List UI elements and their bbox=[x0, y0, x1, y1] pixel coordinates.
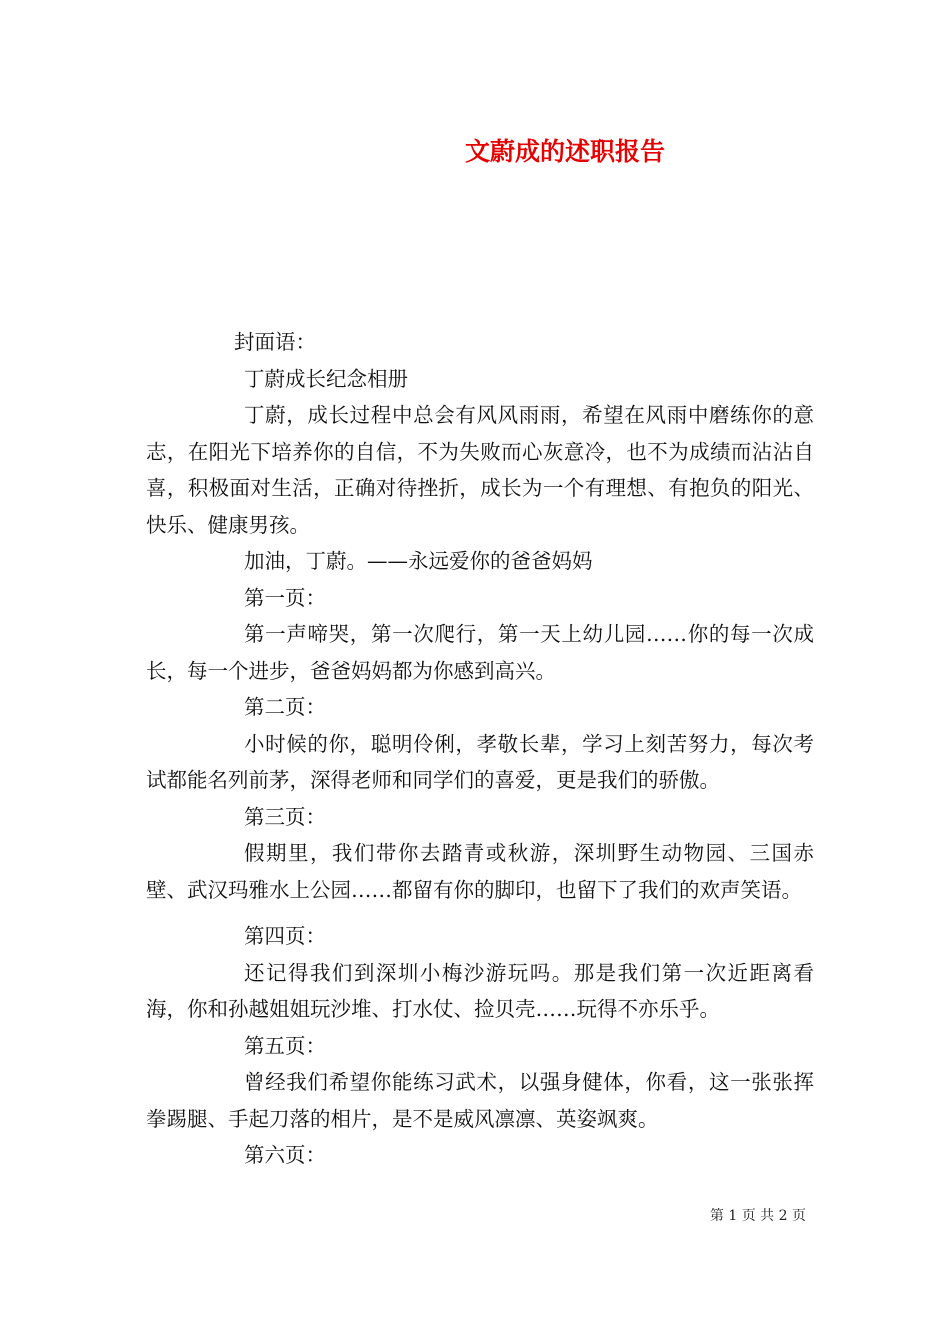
paragraph: 第一声啼哭，第一次爬行，第一天上幼儿园……你的每一次成长，每一个进步，爸爸妈妈都为你感到高兴。 bbox=[146, 622, 814, 683]
document-title: 文蔚成的述职报告 bbox=[464, 137, 665, 166]
paragraph: 假期里，我们带你去踏青或秋游，深圳野生动物园、三国赤壁、武汉玛雅水上公园……都留有你的脚印，也留下了我们的欢声笑语。 bbox=[146, 841, 814, 902]
section-heading: 第三页： bbox=[244, 804, 326, 829]
paragraph: 小时候的你，聪明伶俐，孝敬长辈，学习上刻苦努力，每次考试都能名列前茅，深得老师和同学们的喜爱，更是我们的骄傲。 bbox=[146, 731, 814, 792]
page-footer: 第 1 页 共 2 页 bbox=[709, 1208, 806, 1224]
album-title: 丁蔚成长纪念相册 bbox=[244, 366, 408, 391]
section-heading: 第四页： bbox=[244, 924, 326, 948]
section-heading: 第六页： bbox=[244, 1143, 326, 1167]
cover-label: 封面语： bbox=[234, 330, 316, 354]
paragraph: 曾经我们希望你能练习武术，以强身健体，你看，这一张张挥拳踢腿、手起刀落的相片，是不是威风凛凛、英姿飒爽。 bbox=[146, 1070, 814, 1131]
paragraph: 还记得我们到深圳小梅沙游玩吗。那是我们第一次近距离看海，你和孙越姐姐玩沙堆、打水仗、捡贝壳……玩得不亦乐乎。 bbox=[146, 960, 814, 1021]
paragraph: 丁蔚，成长过程中总会有风风雨雨，希望在风雨中磨练你的意志，在阳光下培养你的自信，不为失败而心灰意冷，也不为成绩而沾沾自喜，积极面对生活，正确对待挫折，成长为一个有理想、有抱负的阳光、快乐、健康男孩。 bbox=[146, 403, 814, 537]
document-body bbox=[146, 324, 814, 1174]
paragraph: 加油，丁蔚。——永远爱你的爸爸妈妈 bbox=[244, 549, 593, 573]
paragraph-spacer bbox=[146, 908, 814, 918]
section-heading: 第二页： bbox=[244, 695, 326, 719]
section-heading: 第五页： bbox=[244, 1033, 326, 1058]
section-heading: 第一页： bbox=[244, 585, 326, 610]
